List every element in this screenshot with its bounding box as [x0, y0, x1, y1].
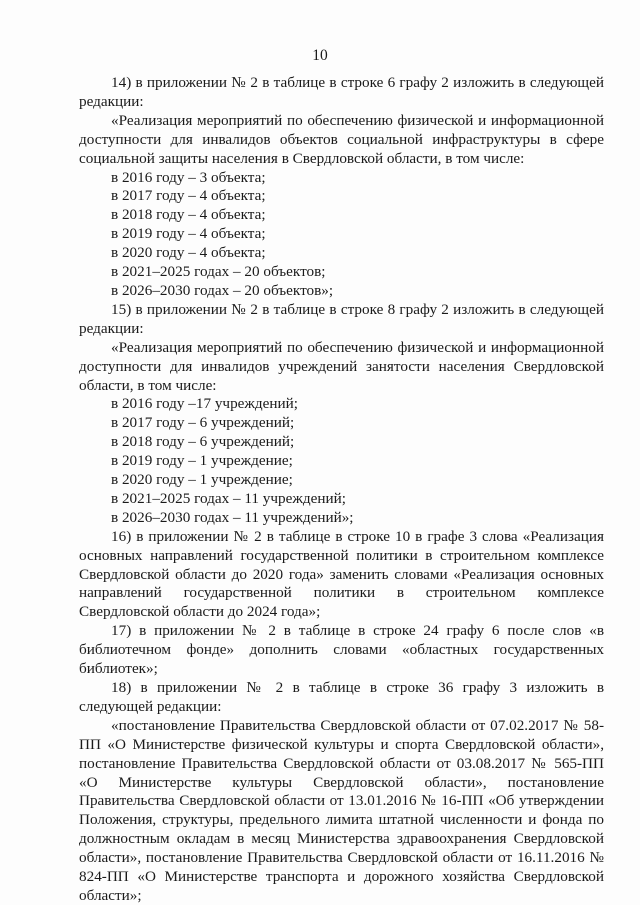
list-item: в 2017 году – 4 объекта;	[111, 187, 266, 205]
paragraph-item-16: 16) в приложении № 2 в таблице в строке 10 в графе 3 слова «Реализация основных направлений государственной политики в строительном комплексе Свердловской области до 2020 года» заменить словами «Реализация основных направлений государственной политики в строительном комплексе Свердловской области до 2024 года»;	[79, 527, 604, 621]
paragraph-item-15: 15) в приложении № 2 в таблице в строке 8 графу 2 изложить в следующей редакции:	[79, 300, 604, 337]
list-item: в 2026–2030 годах – 20 объектов»;	[111, 281, 334, 299]
paragraph-item-14: 14) в приложении № 2 в таблице в строке 6 графу 2 изложить в следующей редакции:	[79, 74, 604, 110]
list-item: в 2016 году –17 учреждений;	[111, 395, 298, 413]
paragraph-item-17: 17) в приложении № 2 в таблице в строке 24 графу 6 после слов «в библиотечном фонде» дополнить словами «областных государственных библиотек»;	[79, 622, 604, 678]
list-item: в 2018 году – 6 учреждений;	[111, 433, 295, 451]
page-number: 10	[312, 47, 328, 64]
paragraph-quote-resolutions: «постановление Правительства Свердловской области от 07.02.2017 № 58-ПП «О Министерстве физической культуры и спорта Свердловской области», постановление Правительства Свердловской области от 03.08.2017 № 565-ПП «О Министерстве культуры Свердловской области», постановление Правительства Свердловской области от 13.01.2016 № 16-ПП «Об утверждении Положения, структуры, предельного лимита штатной численности и фонда по должностным окладам в месяц Министерства здравоохранения Свердловской области», постановление Правительства Свердловской области от 16.11.2016 № 824-ПП «О Министерстве транспорта и дорожного хозяйства Свердловской области»;	[79, 716, 604, 904]
list-item: в 2021–2025 годах – 11 учреждений;	[111, 489, 346, 507]
paragraph-item-18: 18) в приложении № 2 в таблице в строке 36 графу 3 изложить в следующей редакции:	[79, 679, 604, 715]
list-item: в 2021–2025 годах – 20 объектов;	[111, 263, 326, 281]
document-body	[79, 74, 604, 906]
list-item: в 2020 году – 4 объекта;	[111, 244, 266, 262]
paragraph-quote-social-protection: «Реализация мероприятий по обеспечению физической и информационной доступности для инвалидов объектов социальной инфраструктуры в сфере социальной защиты населения в Свердловской области, в том числе:	[79, 111, 604, 167]
list-item: в 2018 году – 4 объекта;	[111, 206, 266, 224]
list-item: в 2016 году – 3 объекта;	[111, 168, 266, 186]
list-item: в 2019 году – 1 учреждение;	[111, 452, 293, 470]
list-item: в 2017 году – 6 учреждений;	[111, 414, 295, 432]
paragraph-quote-employment: «Реализация мероприятий по обеспечению физической и информационной доступности для инвалидов учреждений занятости населения Свердловской области, в том числе:	[79, 338, 604, 394]
list-item: в 2020 году – 1 учреждение;	[111, 471, 293, 489]
list-item: в 2019 году – 4 объекта;	[111, 225, 266, 243]
list-item: в 2026–2030 годах – 11 учреждений»;	[111, 508, 354, 526]
